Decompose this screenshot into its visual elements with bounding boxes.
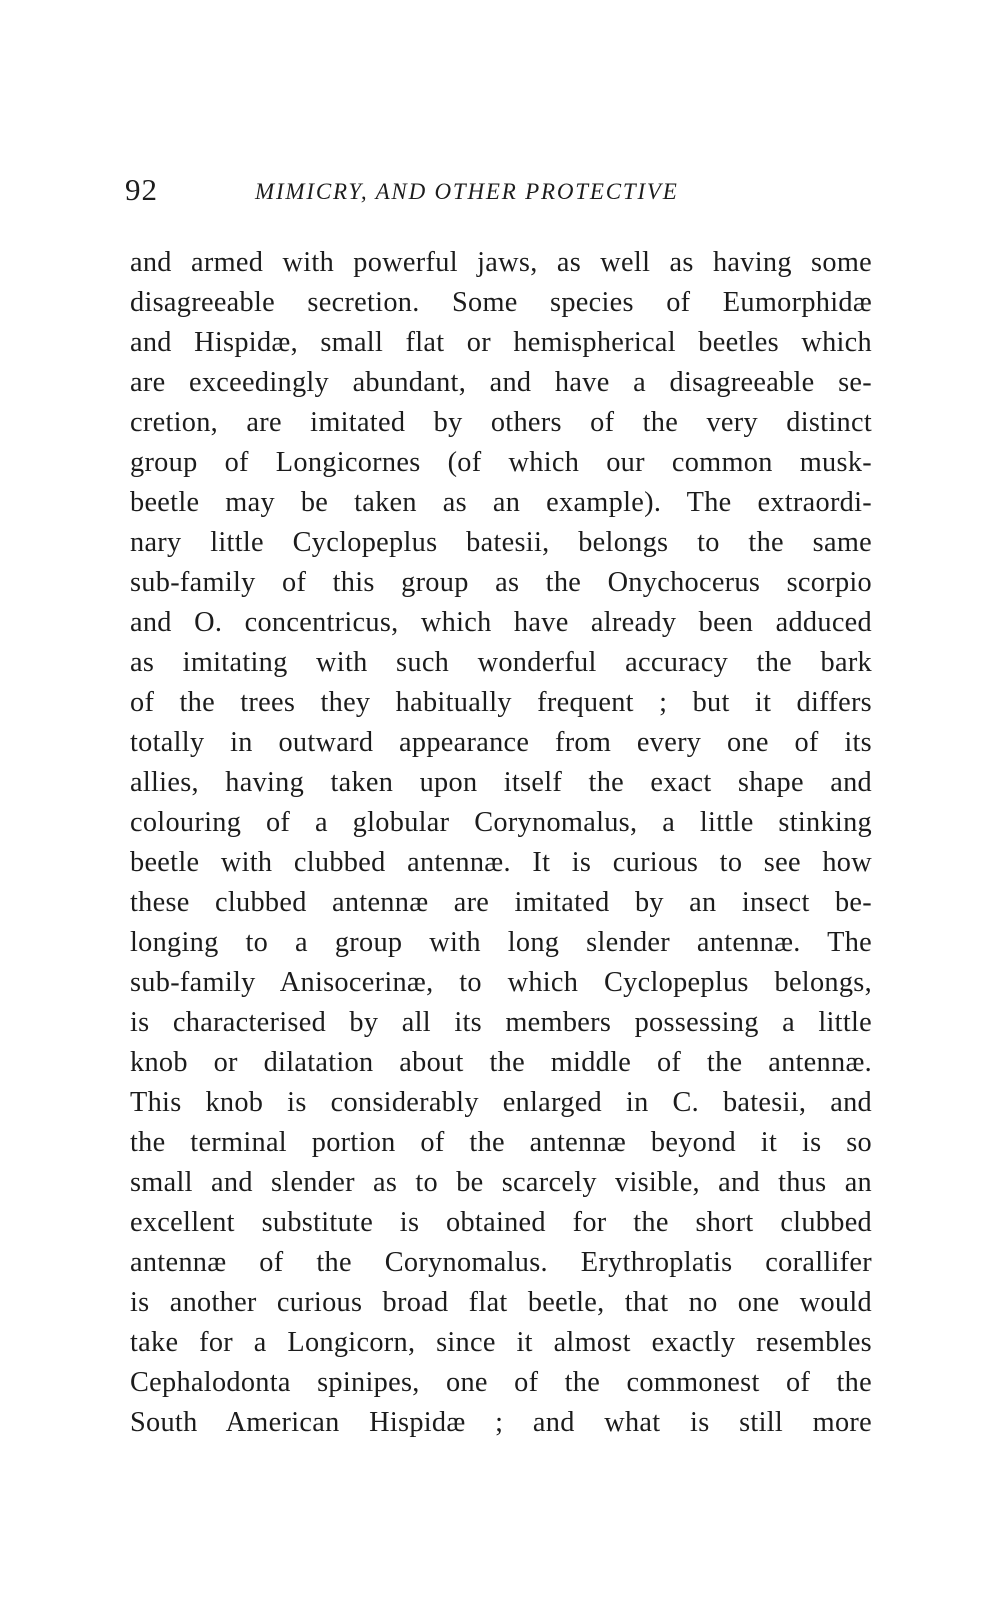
text-line: longing to a group with long slender antennæ. The: [130, 927, 872, 958]
text-line: antennæ of the Corynomalus. Erythroplatis corallifer: [130, 1247, 872, 1278]
text-line: beetle with clubbed antennæ. It is curious to see how: [130, 847, 872, 878]
text-line: small and slender as to be scarcely visible, and thus an: [130, 1167, 872, 1198]
text-line: excellent substitute is obtained for the short clubbed: [130, 1207, 872, 1238]
text-line: of the trees they habitually frequent ; but it differs: [130, 687, 872, 718]
text-line: disagreeable secretion. Some species of Eumorphidæ: [130, 287, 872, 318]
text-line: are exceedingly abundant, and have a disagreeable se-: [130, 367, 872, 398]
running-head: MIMICRY, AND OTHER PROTECTIVE: [255, 179, 679, 204]
text-line: South American Hispidæ ; and what is still more: [130, 1407, 872, 1438]
text-line: is characterised by all its members possessing a little: [130, 1007, 872, 1038]
text-line: these clubbed antennæ are imitated by an insect be-: [130, 887, 872, 918]
text-line: as imitating with such wonderful accuracy the bark: [130, 647, 872, 678]
text-line: allies, having taken upon itself the exact shape and: [130, 767, 872, 798]
text-line: totally in outward appearance from every one of its: [130, 727, 872, 758]
text-line: cretion, are imitated by others of the very distinct: [130, 407, 872, 438]
page-header: [125, 172, 895, 212]
page-number: 92: [125, 172, 158, 207]
text-line: is another curious broad flat beetle, that no one would: [130, 1287, 872, 1318]
text-line: colouring of a globular Corynomalus, a little stinking: [130, 807, 872, 838]
text-line: and armed with powerful jaws, as well as having some: [130, 247, 872, 278]
text-line: sub-family Anisocerinæ, to which Cyclopeplus belongs,: [130, 967, 872, 998]
text-line: beetle may be taken as an example). The extraordi-: [130, 487, 872, 518]
text-line: and O. concentricus, which have already been adduced: [130, 607, 872, 638]
text-line: knob or dilatation about the middle of the antennæ.: [130, 1047, 872, 1078]
text-line: and Hispidæ, small flat or hemispherical beetles which: [130, 327, 872, 358]
text-line: Cephalodonta spinipes, one of the commonest of the: [130, 1367, 872, 1398]
text-line: group of Longicornes (of which our common musk-: [130, 447, 872, 478]
text-line: take for a Longicorn, since it almost exactly resembles: [130, 1327, 872, 1358]
body-text: [130, 243, 872, 1443]
text-line: nary little Cyclopeplus batesii, belongs to the same: [130, 527, 872, 558]
text-line: sub-family of this group as the Onychocerus scorpio: [130, 567, 872, 598]
text-line: This knob is considerably enlarged in C. batesii, and: [130, 1087, 872, 1118]
text-line: the terminal portion of the antennæ beyond it is so: [130, 1127, 872, 1158]
